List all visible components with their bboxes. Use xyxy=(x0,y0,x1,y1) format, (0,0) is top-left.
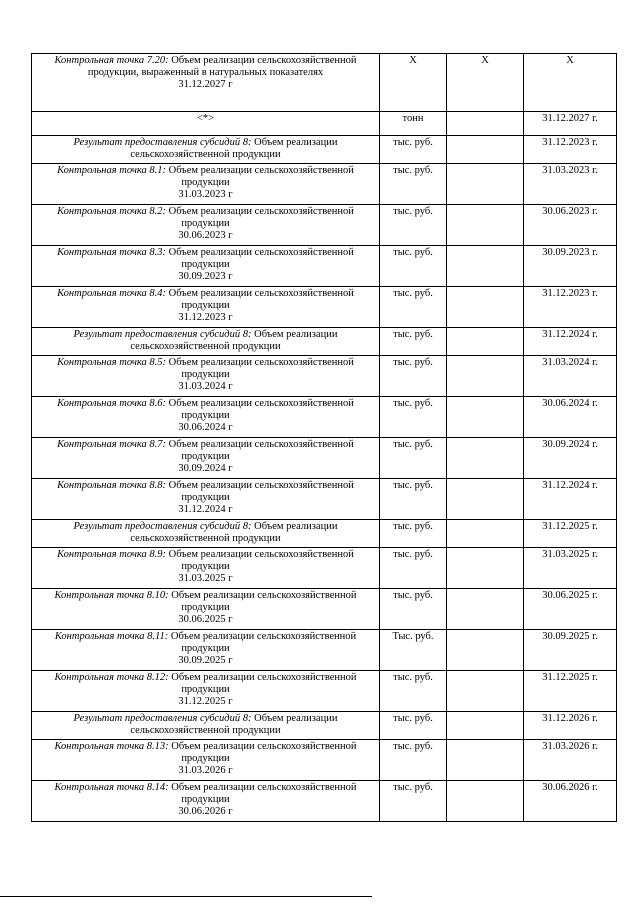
indicator-cell xyxy=(32,712,380,740)
indicator-cell xyxy=(32,397,380,438)
unit-cell: X xyxy=(380,54,447,112)
value-cell xyxy=(447,712,524,740)
indicator-text: Объем реализации сельскохозяйственной продукции xyxy=(168,398,354,421)
value-cell xyxy=(447,397,524,438)
unit-cell: тыс. руб. xyxy=(380,328,447,356)
indicator-text: Объем реализации сельскохозяйственной продукции xyxy=(168,357,354,380)
unit-cell: тыс. руб. xyxy=(380,356,447,397)
table-row xyxy=(32,630,617,671)
value-cell xyxy=(447,479,524,520)
indicator-text: Объем реализации сельскохозяйственной продукции xyxy=(168,480,354,503)
indicator-text: Объем реализации сельскохозяйственной продукции xyxy=(168,439,354,462)
value-cell xyxy=(447,740,524,781)
indicator-text: Объем реализации сельскохозяйственной продукции xyxy=(168,247,354,270)
indicator-date: 30.06.2026 г xyxy=(178,806,233,817)
value-cell xyxy=(447,630,524,671)
table-row xyxy=(32,54,617,112)
deadline-cell: 31.12.2024 г. xyxy=(524,479,617,520)
indicator-label: Контрольная точка 7.20: xyxy=(54,55,169,66)
indicator-label: Контрольная точка 8.11: xyxy=(54,631,169,642)
deadline-cell: 30.06.2026 г. xyxy=(524,781,617,822)
table-row xyxy=(32,328,617,356)
indicator-label: Контрольная точка 8.4: xyxy=(57,288,166,299)
value-cell xyxy=(447,671,524,712)
indicator-text: <*> xyxy=(196,113,215,124)
table-body xyxy=(32,54,617,822)
indicator-text: Объем реализации сельскохозяйственной продукции xyxy=(130,137,338,160)
unit-cell: тыс. руб. xyxy=(380,438,447,479)
document-table xyxy=(31,53,617,822)
unit-cell: тыс. руб. xyxy=(380,589,447,630)
value-cell xyxy=(447,136,524,164)
indicator-cell xyxy=(32,479,380,520)
table-row xyxy=(32,740,617,781)
indicator-label: Контрольная точка 8.2: xyxy=(57,206,166,217)
indicator-date: 31.03.2026 г xyxy=(178,765,233,776)
deadline-cell: 31.12.2025 г. xyxy=(524,520,617,548)
unit-cell: тонн xyxy=(380,112,447,136)
footer-divider xyxy=(0,896,372,897)
indicator-label: Контрольная точка 8.3: xyxy=(57,247,166,258)
indicator-date: 30.06.2025 г xyxy=(178,614,233,625)
indicator-text: Объем реализации сельскохозяйственной продукции xyxy=(168,206,354,229)
unit-cell: тыс. руб. xyxy=(380,712,447,740)
indicator-text: Объем реализации сельскохозяйственной продукции, выраженный в натуральных показателях xyxy=(87,55,357,78)
indicator-cell xyxy=(32,205,380,246)
table-row xyxy=(32,520,617,548)
indicator-date: 30.06.2024 г xyxy=(178,422,233,433)
deadline-cell: 31.12.2024 г. xyxy=(524,328,617,356)
deadline-cell: 30.09.2025 г. xyxy=(524,630,617,671)
indicator-date: 31.12.2024 г xyxy=(178,504,233,515)
indicator-text: Объем реализации сельскохозяйственной продукции xyxy=(130,329,338,352)
table-row xyxy=(32,671,617,712)
value-cell xyxy=(447,328,524,356)
indicator-cell xyxy=(32,287,380,328)
unit-cell: Тыс. руб. xyxy=(380,630,447,671)
indicator-cell xyxy=(32,671,380,712)
table-row xyxy=(32,781,617,822)
deadline-cell: 30.09.2024 г. xyxy=(524,438,617,479)
indicator-cell xyxy=(32,548,380,589)
indicator-date: 31.12.2023 г xyxy=(178,312,233,323)
table-row xyxy=(32,479,617,520)
table-row xyxy=(32,356,617,397)
table-row xyxy=(32,589,617,630)
indicator-date: 30.09.2023 г xyxy=(178,271,233,282)
indicator-text: Объем реализации сельскохозяйственной продукции xyxy=(171,782,357,805)
deadline-cell: X xyxy=(524,54,617,112)
indicator-text: Объем реализации сельскохозяйственной продукции xyxy=(168,288,354,311)
indicator-label: Контрольная точка 8.10: xyxy=(54,590,169,601)
table-row xyxy=(32,246,617,287)
indicator-text: Объем реализации сельскохозяйственной продукции xyxy=(130,521,338,544)
table-row xyxy=(32,712,617,740)
indicator-label: Результат предоставления субсидий 8: xyxy=(73,521,252,532)
indicator-date: 31.03.2023 г xyxy=(178,189,233,200)
indicator-text: Объем реализации сельскохозяйственной продукции xyxy=(130,713,338,736)
value-cell: X xyxy=(447,54,524,112)
unit-cell: тыс. руб. xyxy=(380,164,447,205)
value-cell xyxy=(447,164,524,205)
indicator-date: 31.12.2025 г xyxy=(178,696,233,707)
indicator-label: Контрольная точка 8.12: xyxy=(54,672,169,683)
unit-cell: тыс. руб. xyxy=(380,246,447,287)
indicator-cell xyxy=(32,112,380,136)
indicator-cell xyxy=(32,328,380,356)
indicator-date: 31.12.2027 г xyxy=(178,79,233,90)
table-row xyxy=(32,164,617,205)
indicator-date: 31.03.2025 г xyxy=(178,573,233,584)
table-row xyxy=(32,112,617,136)
value-cell xyxy=(447,520,524,548)
indicator-date: 31.03.2024 г xyxy=(178,381,233,392)
deadline-cell: 30.06.2023 г. xyxy=(524,205,617,246)
indicator-label: Результат предоставления субсидий 8: xyxy=(73,329,252,340)
unit-cell: тыс. руб. xyxy=(380,520,447,548)
value-cell xyxy=(447,205,524,246)
indicator-cell xyxy=(32,54,380,112)
indicator-cell xyxy=(32,438,380,479)
indicator-label: Контрольная точка 8.8: xyxy=(57,480,166,491)
table-row xyxy=(32,287,617,328)
unit-cell: тыс. руб. xyxy=(380,740,447,781)
indicator-text: Объем реализации сельскохозяйственной продукции xyxy=(171,741,357,764)
indicator-cell xyxy=(32,164,380,205)
indicator-cell xyxy=(32,630,380,671)
unit-cell: тыс. руб. xyxy=(380,548,447,589)
indicator-cell xyxy=(32,740,380,781)
table-row xyxy=(32,438,617,479)
unit-cell: тыс. руб. xyxy=(380,287,447,328)
indicator-date: 30.09.2025 г xyxy=(178,655,233,666)
indicator-cell xyxy=(32,589,380,630)
unit-cell: тыс. руб. xyxy=(380,671,447,712)
value-cell xyxy=(447,246,524,287)
indicator-label: Контрольная точка 8.7: xyxy=(57,439,166,450)
indicator-cell xyxy=(32,136,380,164)
value-cell xyxy=(447,112,524,136)
indicator-text: Объем реализации сельскохозяйственной продукции xyxy=(168,549,354,572)
unit-cell: тыс. руб. xyxy=(380,205,447,246)
unit-cell: тыс. руб. xyxy=(380,136,447,164)
table-row xyxy=(32,205,617,246)
indicator-date: 30.06.2023 г xyxy=(178,230,233,241)
indicator-label: Результат предоставления субсидий 8: xyxy=(73,713,252,724)
deadline-cell: 31.12.2023 г. xyxy=(524,136,617,164)
indicator-text: Объем реализации сельскохозяйственной продукции xyxy=(170,631,357,654)
value-cell xyxy=(447,356,524,397)
deadline-cell: 31.03.2023 г. xyxy=(524,164,617,205)
deadline-cell: 30.09.2023 г. xyxy=(524,246,617,287)
unit-cell: тыс. руб. xyxy=(380,397,447,438)
deadline-cell: 31.03.2024 г. xyxy=(524,356,617,397)
value-cell xyxy=(447,548,524,589)
indicator-label: Контрольная точка 8.6: xyxy=(57,398,166,409)
deadline-cell: 31.12.2025 г. xyxy=(524,671,617,712)
indicator-date: 30.09.2024 г xyxy=(178,463,233,474)
unit-cell: тыс. руб. xyxy=(380,781,447,822)
deadline-cell: 30.06.2024 г. xyxy=(524,397,617,438)
deadline-cell: 31.03.2025 г. xyxy=(524,548,617,589)
value-cell xyxy=(447,287,524,328)
indicator-text: Объем реализации сельскохозяйственной продукции xyxy=(171,590,357,613)
indicator-label: Контрольная точка 8.13: xyxy=(54,741,169,752)
indicator-cell xyxy=(32,781,380,822)
indicator-cell xyxy=(32,356,380,397)
indicator-label: Результат предоставления субсидий 8: xyxy=(73,137,252,148)
indicator-text: Объем реализации сельскохозяйственной продукции xyxy=(168,165,354,188)
deadline-cell: 30.06.2025 г. xyxy=(524,589,617,630)
unit-cell: тыс. руб. xyxy=(380,479,447,520)
table-row xyxy=(32,397,617,438)
indicator-label: Контрольная точка 8.1: xyxy=(57,165,166,176)
indicator-cell xyxy=(32,246,380,287)
value-cell xyxy=(447,589,524,630)
table-row xyxy=(32,548,617,589)
indicator-cell xyxy=(32,520,380,548)
indicator-label: Контрольная точка 8.9: xyxy=(57,549,166,560)
indicator-label: Контрольная точка 8.5: xyxy=(57,357,166,368)
deadline-cell: 31.12.2026 г. xyxy=(524,712,617,740)
table-row xyxy=(32,136,617,164)
deadline-cell: 31.12.2027 г. xyxy=(524,112,617,136)
value-cell xyxy=(447,781,524,822)
deadline-cell: 31.03.2026 г. xyxy=(524,740,617,781)
deadline-cell: 31.12.2023 г. xyxy=(524,287,617,328)
value-cell xyxy=(447,438,524,479)
indicator-label: Контрольная точка 8.14: xyxy=(54,782,169,793)
indicator-text: Объем реализации сельскохозяйственной продукции xyxy=(171,672,357,695)
